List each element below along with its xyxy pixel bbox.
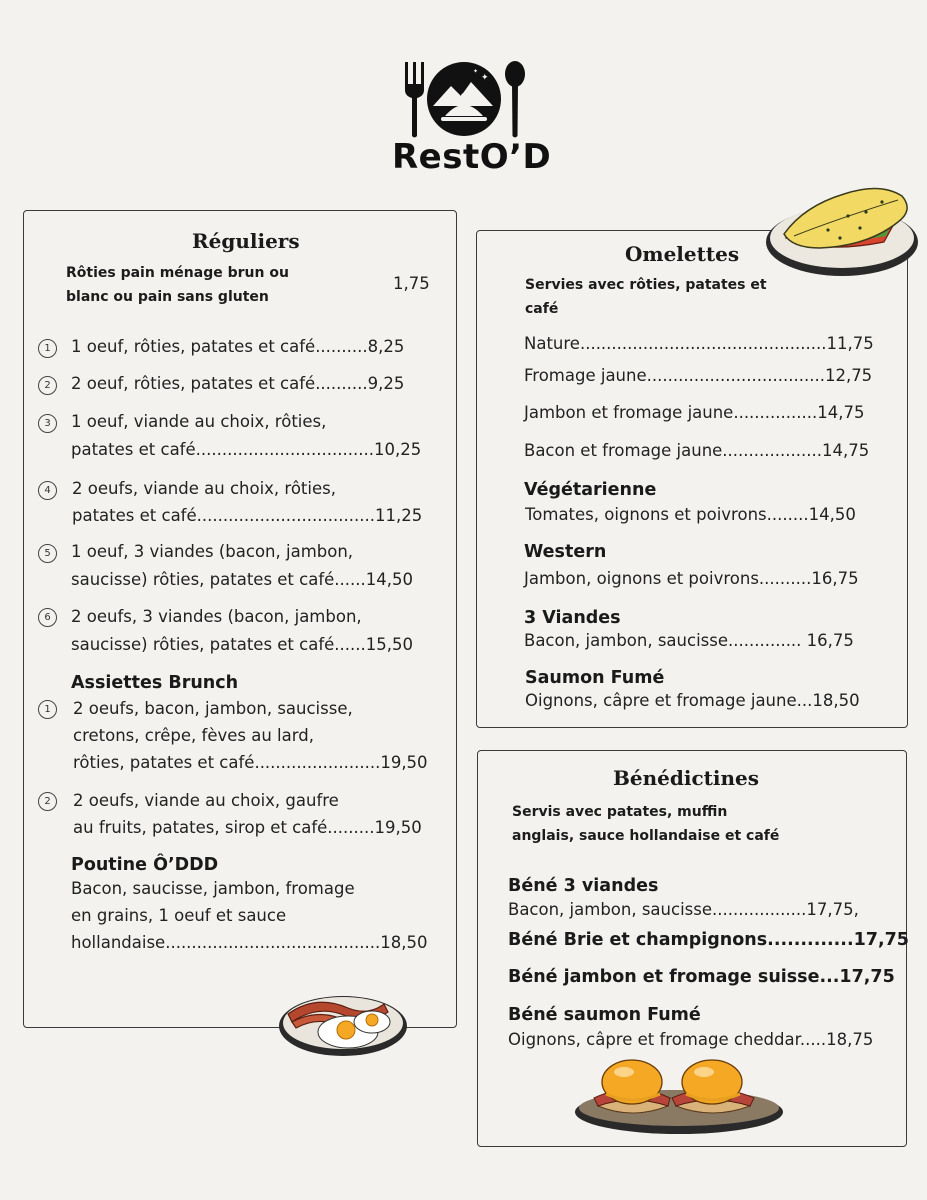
menu-item: Jambon et fromage jaune................14,75: [524, 403, 865, 422]
menu-item-desc: Tomates, oignons et poivrons........14,50: [525, 505, 856, 524]
item-number: 2: [38, 376, 57, 395]
menu-item-name: Béné 3 viandes: [508, 876, 659, 896]
item-number: 1: [38, 700, 57, 719]
reguliers-note: [66, 261, 289, 309]
item-text: 1 oeuf, viande au choix, rôties,: [71, 412, 327, 431]
item-text: cretons, crêpe, fèves au lard,: [73, 726, 314, 745]
menu-item-name: Béné saumon Fumé: [508, 1005, 701, 1025]
item-text: Bacon, saucisse, jambon, fromage: [71, 879, 355, 898]
item-number: 5: [38, 544, 57, 563]
plate-cloche-icon: [425, 60, 503, 138]
note-line: blanc ou pain sans gluten: [66, 289, 269, 305]
item-text: 2 oeufs, viande au choix, gaufre: [73, 791, 339, 810]
item-text: hollandaise.........................................18,50: [71, 933, 428, 952]
menu-item: Bacon et fromage jaune...................14,75: [524, 441, 870, 460]
item-number: 3: [38, 414, 57, 433]
menu-item-desc: Oignons, câpre et fromage jaune...18,50: [525, 691, 860, 710]
item-number: 6: [38, 608, 57, 627]
item-text: saucisse) rôties, patates et café......14,50: [71, 570, 413, 589]
svg-text:✦: ✦: [473, 68, 479, 75]
note-line: Servis avec patates, muffin: [512, 804, 728, 820]
menu-item-name: Western: [524, 542, 607, 562]
svg-text:✦: ✦: [481, 73, 489, 83]
menu-item-name: 3 Viandes: [524, 608, 621, 628]
item-text: en grains, 1 oeuf et sauce: [71, 906, 287, 925]
menu-item-name: Saumon Fumé: [525, 668, 665, 688]
menu-item-desc: Bacon, jambon, saucisse.............. 16,75: [524, 631, 854, 650]
menu-item-name: Végétarienne: [524, 480, 657, 500]
item-text: patates et café..................................10,25: [71, 440, 422, 459]
eggs-benedict-plate-image: [572, 1050, 786, 1138]
menu-item-desc: Oignons, câpre et fromage cheddar.....18,75: [508, 1030, 874, 1049]
item-number: 4: [38, 481, 57, 500]
menu-item: Béné Brie et champignons.............17,75: [508, 930, 909, 950]
brand-name: RestO’D: [392, 137, 552, 177]
menu-item: Béné jambon et fromage suisse...17,75: [508, 967, 895, 987]
item-text: rôties, patates et café........................19,50: [73, 753, 428, 772]
item-text: 2 oeuf, rôties, patates et café..........9,25: [71, 374, 405, 393]
note-line: café: [525, 301, 559, 317]
item-text: 2 oeufs, 3 viandes (bacon, jambon,: [71, 607, 362, 626]
menu-item-desc: Jambon, oignons et poivrons..........16,75: [524, 569, 859, 588]
brunch-title: Assiettes Brunch: [71, 673, 239, 693]
item-number: 2: [38, 792, 57, 811]
logo: [392, 55, 552, 180]
benedictines-title: Bénédictines: [613, 766, 760, 790]
omelette-plate-image: [764, 176, 924, 280]
menu-item: Fromage jaune..................................12,75: [524, 366, 873, 385]
reguliers-title: Réguliers: [192, 229, 300, 253]
menu-item: Nature...............................................11,75: [524, 334, 874, 353]
omelettes-title: Omelettes: [625, 242, 740, 266]
poutine-title: Poutine Ô’DDD: [71, 855, 219, 875]
item-number: 1: [38, 339, 57, 358]
spoon-icon: [502, 60, 528, 140]
item-text: patates et café..................................11,25: [72, 506, 423, 525]
note-price: 1,75: [393, 274, 430, 293]
menu-item-desc: Bacon, jambon, saucisse..................17,75,: [508, 900, 859, 919]
item-text: saucisse) rôties, patates et café......15,50: [71, 635, 413, 654]
item-text: 1 oeuf, 3 viandes (bacon, jambon,: [71, 542, 354, 561]
item-text: au fruits, patates, sirop et café.........19,50: [73, 818, 422, 837]
bacon-eggs-plate-image: [276, 986, 410, 1058]
note-line: Rôties pain ménage brun ou: [66, 265, 289, 281]
omelettes-note: [525, 273, 767, 321]
benedictines-note: [512, 800, 779, 848]
item-text: 2 oeufs, viande au choix, rôties,: [72, 479, 336, 498]
note-line: Servies avec rôties, patates et: [525, 277, 767, 293]
item-text: 2 oeufs, bacon, jambon, saucisse,: [73, 699, 353, 718]
item-text: 1 oeuf, rôties, patates et café..........8,25: [71, 337, 405, 356]
note-line: anglais, sauce hollandaise et café: [512, 828, 780, 844]
